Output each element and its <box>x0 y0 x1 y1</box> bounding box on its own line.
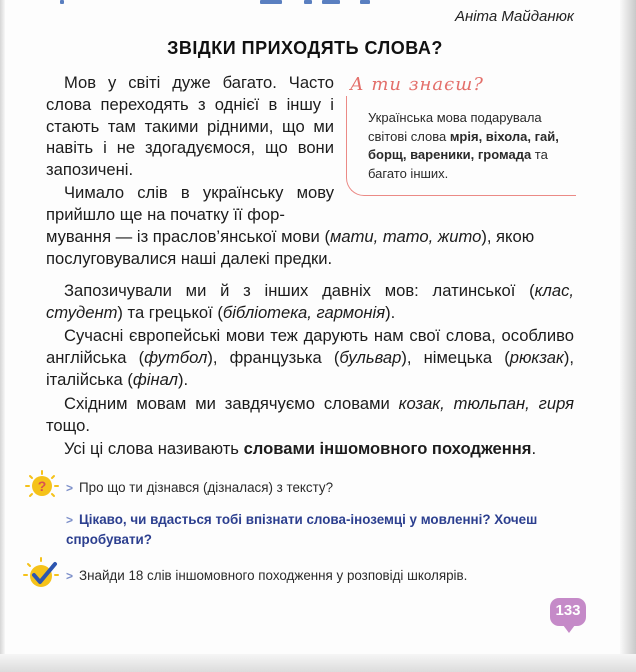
page-number-badge <box>550 598 586 626</box>
author-name: Аніта Майданюк <box>454 8 574 25</box>
example-word: футбол <box>144 347 208 367</box>
question-1: > Про що ти дізнався (дізналася) з тексту? <box>66 480 334 495</box>
paragraph-3: Запозичували ми й з інших давніх мов: латинської (клас, студент) та грецької (бібліотека, гармонія). <box>46 281 574 322</box>
example-words: козак, тюльпан, гиря <box>398 394 574 413</box>
page-title: ЗВІДКИ ПРИХОДЯТЬ СЛОВА? <box>167 38 443 58</box>
example-word: фінал <box>132 369 178 389</box>
paragraph-2-start: Чимало слів в українську мову прийшло ще на початку її фор- <box>46 183 334 224</box>
did-you-know-text: Українська мова подарувала світові слова мрія, віхола, гай, борщ, вареники, громада та багато інших. <box>368 110 559 181</box>
paragraph-1: Мов у світі дуже багато. Часто слова переходять з однієї в іншу і стають там такими рідними, що ми навіть і не здогадуємося, що вони запозичені. <box>46 73 334 180</box>
example-words: мати, тато, жито <box>329 227 482 246</box>
example-words: бібліотека, гармонія <box>222 302 386 322</box>
paragraph-4: Сучасні європейські мови теж дарують нам свої слова, особливо англійська (футбол), французька (бульвар), німецька (рюкзак), італійська (фінал). <box>46 326 574 389</box>
paragraph-5: Східним мовам ми завдячуємо словами козак, тюльпан, гиря тощо. <box>46 394 574 435</box>
did-you-know-title: А ти знаєш? <box>350 74 484 95</box>
checkmark-icon <box>22 556 60 592</box>
cropped-top-line <box>60 0 400 6</box>
example-word: бульвар <box>339 347 402 367</box>
key-term: словами іншомовного походження <box>243 439 532 458</box>
task-3: > Знайди 18 слів іншомовного походження у розповіді школярів. <box>66 568 468 583</box>
page-number: 133 <box>555 602 581 619</box>
paragraph-2-end: мування — із праслов’янської мови (мати, тато, жито), якою послуговувалися наші далекі предки. <box>46 227 535 268</box>
page-shadow-left <box>0 0 5 672</box>
question-sun-icon <box>24 470 60 500</box>
page-shadow-bottom <box>0 654 636 672</box>
page-shadow-right <box>620 0 636 672</box>
example-words: клас, студент <box>46 281 574 322</box>
paragraph-6: Усі ці слова називають словами іншомовного походження. <box>64 439 537 458</box>
question-2: > Цікаво, чи вдасться тобі впізнати слова-іноземці у мовленні? Хочеш спробувати? <box>66 512 538 547</box>
svg-text:?: ? <box>37 478 47 494</box>
example-word: рюкзак <box>509 347 564 367</box>
